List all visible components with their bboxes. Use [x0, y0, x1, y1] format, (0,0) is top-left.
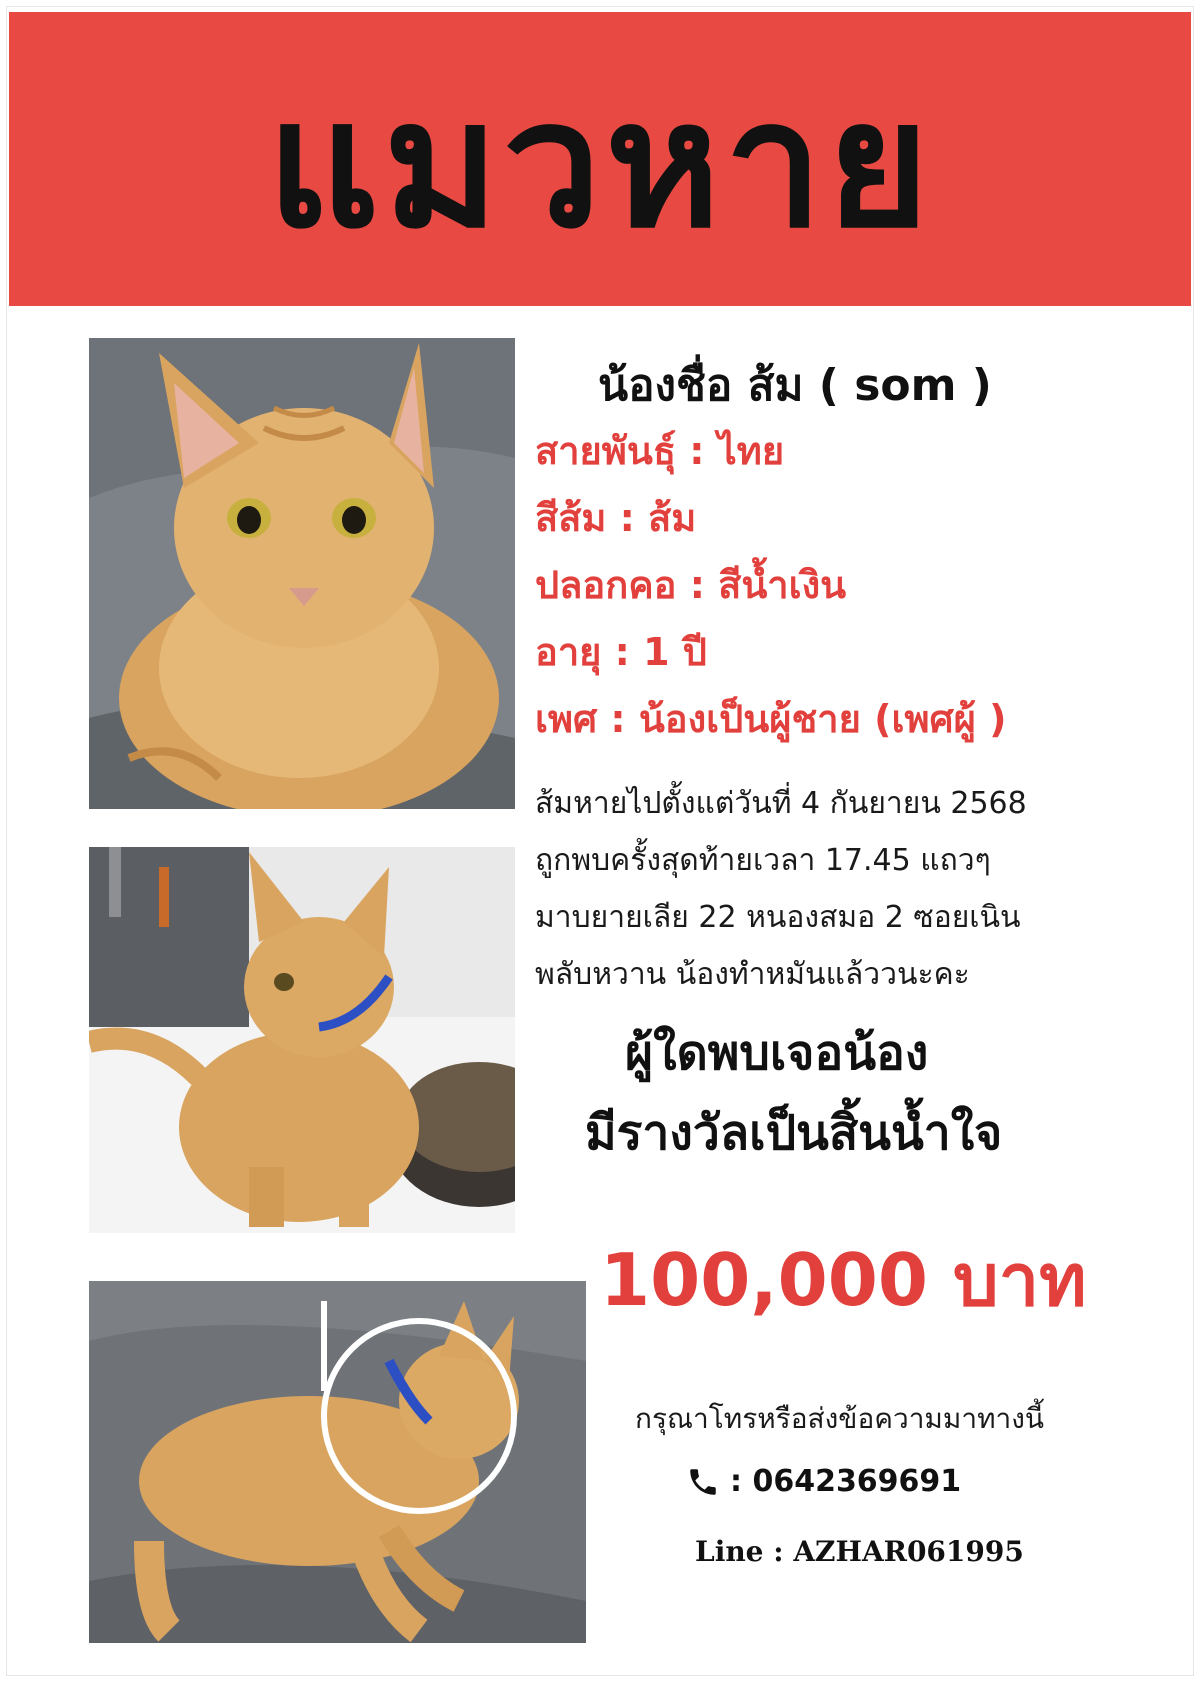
- contact-prompt: กรุณาโทรหรือส่งข้อความมาทางนี้: [635, 1402, 1045, 1435]
- pet-name: น้องชื่อ ส้ม ( som ): [598, 360, 992, 411]
- pet-collar: ปลอกคอ : สีน้ำเงิน: [535, 563, 847, 607]
- detail-line-3: มาบยายเลีย 22 หนองสมอ 2 ซอยเนิน: [535, 900, 1021, 935]
- phone-row[interactable]: [686, 1464, 961, 1499]
- detail-line-4: พลับหวาน น้องทำหมันแล้ววนะคะ: [535, 957, 970, 992]
- reward-line-2: มีรางวัลเป็นสิ้นน้ำใจ: [585, 1105, 1003, 1161]
- phone-number: : 0642369691: [730, 1464, 962, 1499]
- cat-photo-sleeping: [89, 1281, 586, 1643]
- cat-photo-collar: [89, 847, 515, 1233]
- pet-color: สีส้ม : ส้ม: [535, 496, 697, 540]
- phone-icon: [686, 1465, 720, 1499]
- detail-line-1: ส้มหายไปตั้งแต่วันที่ 4 กันยายน 2568: [535, 786, 1027, 821]
- reward-amount: 100,000 บาท: [600, 1238, 1087, 1322]
- cat-photo-front: [89, 338, 515, 809]
- pet-sex: เพศ : น้องเป็นผู้ชาย (เพศผู้ ): [535, 697, 1007, 741]
- header-banner: [9, 12, 1191, 306]
- pet-breed: สายพันธุ์ : ไทย: [535, 429, 785, 473]
- pet-age: อายุ : 1 ปี: [535, 630, 707, 674]
- poster-title: แมวหาย: [266, 63, 934, 267]
- line-id[interactable]: Line : AZHAR061995: [695, 1535, 1024, 1568]
- reward-line-1: ผู้ใดพบเจอน้อง: [625, 1025, 929, 1081]
- detail-line-2: ถูกพบครั้งสุดท้ายเวลา 17.45 แถวๆ: [535, 843, 991, 878]
